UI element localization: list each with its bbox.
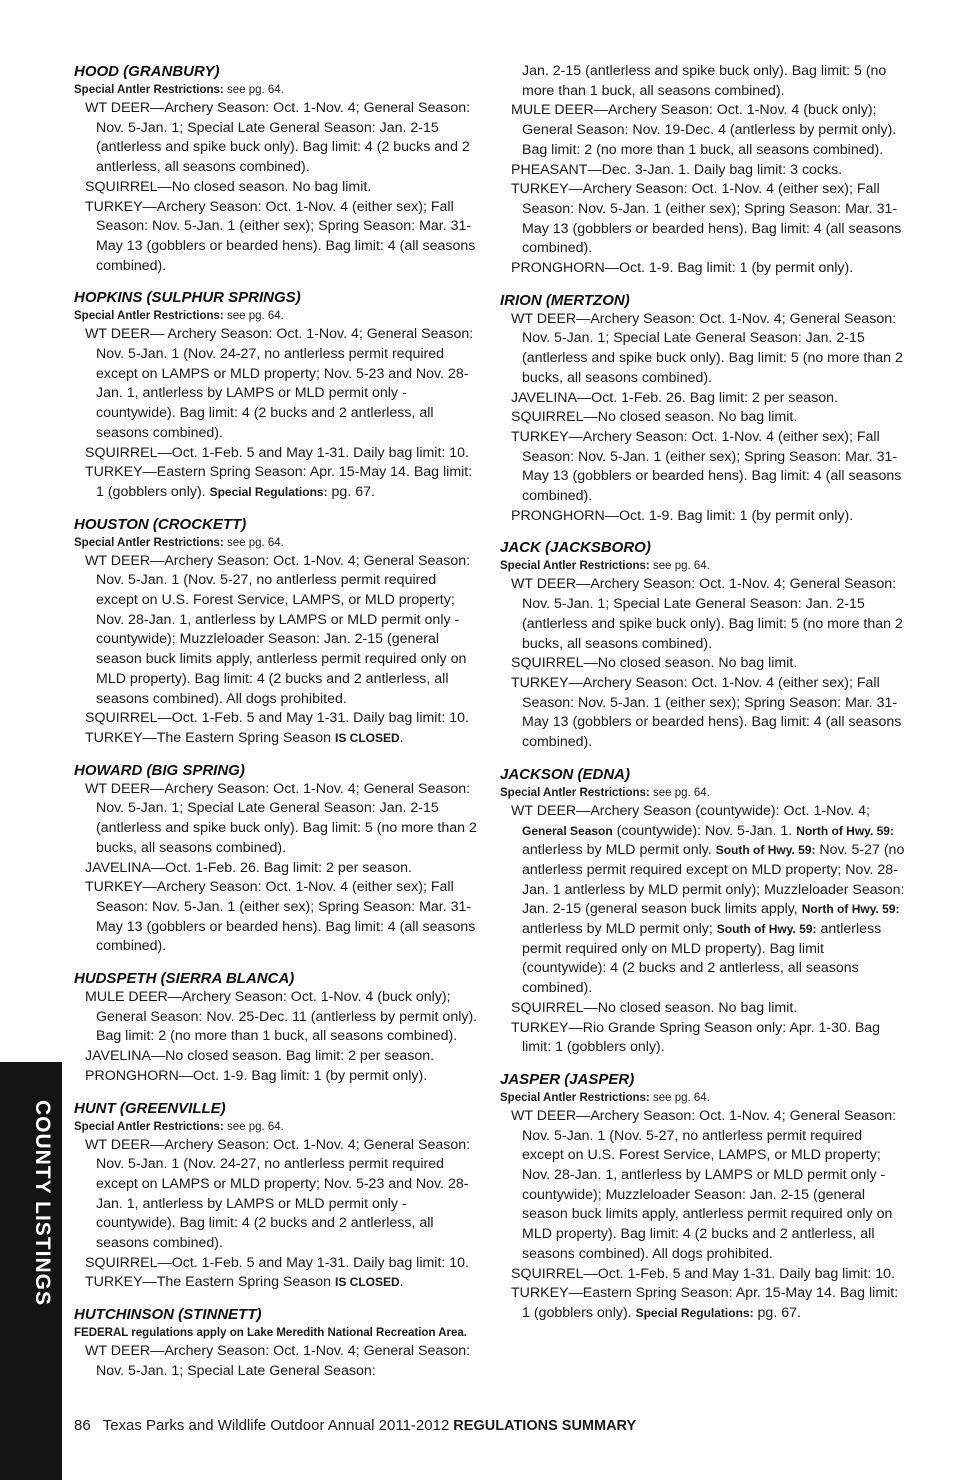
right-column (500, 62, 905, 1336)
regulation-entry: WT DEER—Archery Season: Oct. 1-Nov. 4; General Season: Nov. 5-Jan. 1; Special Late General Season: Jan. 2-15 (antlerless and spike buck only). Bag limit: 5 (no more than 2 bucks, all seasons combined). (511, 310, 903, 386)
county-hopkins (74, 288, 479, 502)
county-listings-tab (0, 1062, 62, 1480)
regulation-entry: MULE DEER—Archery Season: Oct. 1-Nov. 4 (buck only); General Season: Nov. 19-Dec. 4 (antlerless by permit only). Bag limit: 2 (no more than 1 buck, all seasons combined). (511, 102, 897, 158)
regulation-entry: WT DEER—Archery Season: Oct. 1-Nov. 4; General Season: Nov. 5-Jan. 1 (Nov. 5-27, no antlerless permit required except on U.S. Forest Service, LAMPS, or MLD property; Nov. 28-Jan. 1, antlerless by LAMPS or MLD permit only - countywide); Muzzleloader Season: Jan. 2-15 (general season buck limits apply, antlerless permit required only on MLD property). Bag limit: 4 (2 bucks and 2 antlerless, all seasons combined). All dogs prohibited. (511, 1107, 897, 1262)
regulation-entry: SQUIRREL—Oct. 1-Feb. 5 and May 1-31. Daily bag limit: 10. (85, 1254, 469, 1271)
county-name: JASPER (JASPER) (500, 1070, 635, 1088)
county-hudspeth (74, 969, 479, 1087)
regulation-entry: TURKEY—Eastern Spring Season: Apr. 15-May 14. Bag limit: 1 (gobblers only). Special Regulations: pg. 67. (511, 1285, 899, 1321)
regulation-entry: JAVELINA—Oct. 1-Feb. 26. Bag limit: 2 per season. (85, 859, 412, 876)
regulation-entry: WT DEER—Archery Season: Oct. 1-Nov. 4; General Season: Nov. 5-Jan. 1; Special Late General Season: Jan. 2-15 (antlerless and spike buck only). Bag limit: 5 (no more than 2 bucks, all seasons combined). (511, 576, 903, 652)
county-houston (74, 515, 479, 749)
regulation-entry: TURKEY—Archery Season: Oct. 1-Nov. 4 (either sex); Fall Season: Nov. 5-Jan. 1 (either sex); Spring Season: Mar. 31-May 13 (gobblers or bearded hens). Bag limit: 4 (all seasons combined). (511, 181, 902, 257)
county-name: HOWARD (BIG SPRING) (74, 761, 245, 779)
left-column (74, 62, 479, 1394)
page-footer (74, 1417, 636, 1434)
county-jack (500, 538, 905, 752)
county-name: HUDSPETH (SIERRA BLANCA) (74, 970, 295, 988)
county-name: HUNT (GREENVILLE) (74, 1099, 226, 1117)
special-antler-note: Special Antler Restrictions: see pg. 64. (500, 1091, 710, 1104)
regulation-entry: SQUIRREL—No closed season. No bag limit. (511, 999, 798, 1016)
publication-title: Texas Parks and Wildlife Outdoor Annual 2011-2012 (102, 1417, 450, 1434)
regulation-entry: JAVELINA—No closed season. Bag limit: 2 per season. (85, 1048, 435, 1065)
regulation-entry: TURKEY—Rio Grande Spring Season only: Apr. 1-30. Bag limit: 1 (gobblers only). (511, 1019, 881, 1056)
regulation-entry: SQUIRREL—No closed season. No bag limit. (511, 655, 798, 672)
regulation-entry: TURKEY—The Eastern Spring Season IS CLOSED. (85, 729, 404, 746)
regulation-entry: WT DEER—Archery Season: Oct. 1-Nov. 4; General Season: Nov. 5-Jan. 1 (Nov. 24-27, no antlerless permit required except on LAMPS or MLD property; Nov. 5-23 and Nov. 28-Jan. 1, antlerless by LAMPS or MLD permit only - countywide). Bag limit: 4 (2 bucks and 2 antlerless, all seasons combined). (85, 1136, 471, 1252)
regulation-entry: PHEASANT—Dec. 3-Jan. 1. Daily bag limit: 3 cocks. (511, 161, 843, 178)
regulation-entry: SQUIRREL—Oct. 1-Feb. 5 and May 1-31. Daily bag limit: 10. (85, 710, 469, 727)
county-name: JACK (JACKSBORO) (500, 539, 651, 557)
county-jackson (500, 765, 905, 1058)
special-antler-note: Special Antler Restrictions: see pg. 64. (74, 310, 284, 323)
county-howard (74, 761, 479, 957)
county-name: HUTCHINSON (STINNETT) (74, 1306, 262, 1324)
regulation-entry: WT DEER— Archery Season: Oct. 1-Nov. 4; General Season: Nov. 5-Jan. 1 (Nov. 24-27, no antlerless permit required except on LAMPS or MLD property; Nov. 5-23 and Nov. 28-Jan. 1, antlerless by LAMPS or MLD permit only - countywide). Bag limit: 4 (2 bucks and 2 antlerless, all seasons combined). (85, 326, 474, 441)
regulation-entry: PRONGHORN—Oct. 1-9. Bag limit: 1 (by permit only). (511, 260, 854, 277)
county-hutchinson (74, 1305, 479, 1381)
county-name: JACKSON (EDNA) (500, 765, 631, 783)
regulation-entry: PRONGHORN—Oct. 1-9. Bag limit: 1 (by permit only). (85, 1067, 428, 1084)
tab-label: COUNTY LISTINGS (31, 1100, 54, 1306)
regulation-entry: TURKEY—Archery Season: Oct. 1-Nov. 4 (either sex); Fall Season: Nov. 5-Jan. 1 (either sex); Spring Season: Mar. 31-May 13 (gobblers or bearded hens). Bag limit: 4 (all seasons combined). (511, 674, 902, 751)
county-hood (74, 62, 479, 276)
regulation-entry: TURKEY—Archery Season: Oct. 1-Nov. 4 (either sex); Fall Season: Nov. 5-Jan. 1 (either sex); Spring Season: Mar. 31-May 13 (gobblers or bearded hens). Bag limit: 4 (all seasons combined). (85, 879, 476, 955)
regulation-entry: WT DEER—Archery Season: Oct. 1-Nov. 4; General Season: Nov. 5-Jan. 1; Special Late General Season: Jan. 2-15 (antlerless and spike buck only). Bag limit: 5 (no more than 2 bucks, all seasons combined). (85, 780, 477, 856)
county-name: IRION (MERTZON) (500, 291, 630, 309)
county-irion (500, 291, 905, 527)
special-antler-note: Special Antler Restrictions: see pg. 64. (74, 84, 284, 96)
regulation-entry: WT DEER—Archery Season: Oct. 1-Nov. 4; General Season: Nov. 5-Jan. 1; Special Late General Season: Jan. 2-15 (antlerless and spike buck only). Bag limit: 4 (2 bucks and 2 antlerless, all seasons combined). (85, 100, 471, 176)
section-title: REGULATIONS SUMMARY (453, 1418, 637, 1434)
regulation-entry: TURKEY—The Eastern Spring Season IS CLOSED. (85, 1274, 404, 1291)
special-antler-note: Special Antler Restrictions: see pg. 64. (74, 1120, 284, 1133)
regulation-entry: WT DEER—Archery Season: Oct. 1-Nov. 4; General Season: Nov. 5-Jan. 1; Special Late General Season: (85, 1343, 471, 1379)
county-hutchinson-continued (500, 62, 905, 279)
regulation-entry: PRONGHORN—Oct. 1-9. Bag limit: 1 (by permit only). (511, 507, 854, 524)
regulation-entry: SQUIRREL—Oct. 1-Feb. 5 and May 1-31. Daily bag limit: 10. (511, 1265, 895, 1282)
special-antler-note: Special Antler Restrictions: see pg. 64. (500, 786, 710, 799)
county-name: HOUSTON (CROCKETT) (74, 515, 247, 533)
regulation-entry: TURKEY—Archery Season: Oct. 1-Nov. 4 (either sex); Fall Season: Nov. 5-Jan. 1 (either sex); Spring Season: Mar. 31-May 13 (gobblers or bearded hens). Bag limit: 4 (all seasons combined). (85, 198, 476, 274)
special-antler-note: Special Antler Restrictions: see pg. 64. (74, 536, 284, 549)
county-name: HOPKINS (SULPHUR SPRINGS) (74, 289, 301, 307)
regulation-entry: TURKEY—Archery Season: Oct. 1-Nov. 4 (either sex); Fall Season: Nov. 5-Jan. 1 (either sex); Spring Season: Mar. 31-May 13 (gobblers or bearded hens). Bag limit: 4 (all seasons combined). (511, 428, 902, 505)
regulation-entry: SQUIRREL—No closed season. No bag limit. (85, 178, 372, 195)
page-number: 86 (74, 1417, 91, 1434)
regulation-entry: TURKEY—Eastern Spring Season: Apr. 15-May 14. Bag limit: 1 (gobblers only). Special Regulations: pg. 67. (85, 464, 473, 500)
federal-note: FEDERAL regulations apply on Lake Meredith National Recreation Area. (74, 1327, 467, 1340)
regulation-entry: WT DEER—Archery Season (countywide): Oct. 1-Nov. 4; General Season (countywide): Nov. 5-Jan. 1. North of Hwy. 59: antlerless by MLD permit only. South of Hwy. 59: Nov. 5-27 (no antlerless permit required except on MLD property; Nov. 28-Jan. 1 antlerless by MLD permit only); Muzzleloader Season: Jan. 2-15 (general season buck limits apply, North of Hwy. 59: antlerless by MLD permit only; South of Hwy. 59: antlerless permit required only on MLD property). Bag limit (countywide): 4 (2 bucks and 2 antlerless, all seasons combined). (511, 802, 905, 997)
regulation-entry-continued: Jan. 2-15 (antlerless and spike buck only). Bag limit: 5 (no more than 1 buck, all seasons combined). (522, 63, 887, 99)
regulation-entry: SQUIRREL—Oct. 1-Feb. 5 and May 1-31. Daily bag limit: 10. (85, 444, 469, 461)
regulation-entry: WT DEER—Archery Season: Oct. 1-Nov. 4; General Season: Nov. 5-Jan. 1 (Nov. 5-27, no antlerless permit required except on U.S. Forest Service, LAMPS, or MLD property; Nov. 28-Jan. 1, antlerless by LAMPS or MLD permit only - countywide); Muzzleloader Season: Jan. 2-15 (general season buck limits apply, antlerless permit required only on MLD property). Bag limit: 4 (2 bucks and 2 antlerless, all seasons combined). All dogs prohibited. (85, 552, 471, 707)
county-name: HOOD (GRANBURY) (74, 63, 220, 80)
special-antler-note: Special Antler Restrictions: see pg. 64. (500, 560, 710, 573)
regulation-entry: JAVELINA—Oct. 1-Feb. 26. Bag limit: 2 per season. (511, 389, 838, 406)
regulation-entry: MULE DEER—Archery Season: Oct. 1-Nov. 4 (buck only); General Season: Nov. 25-Dec. 11 (antlerless by permit only). Bag limit: 2 (no more than 1 buck, all seasons combined). (85, 989, 478, 1045)
county-hunt (74, 1099, 479, 1294)
regulation-entry: SQUIRREL—No closed season. No bag limit. (511, 409, 798, 426)
county-jasper (500, 1070, 905, 1324)
